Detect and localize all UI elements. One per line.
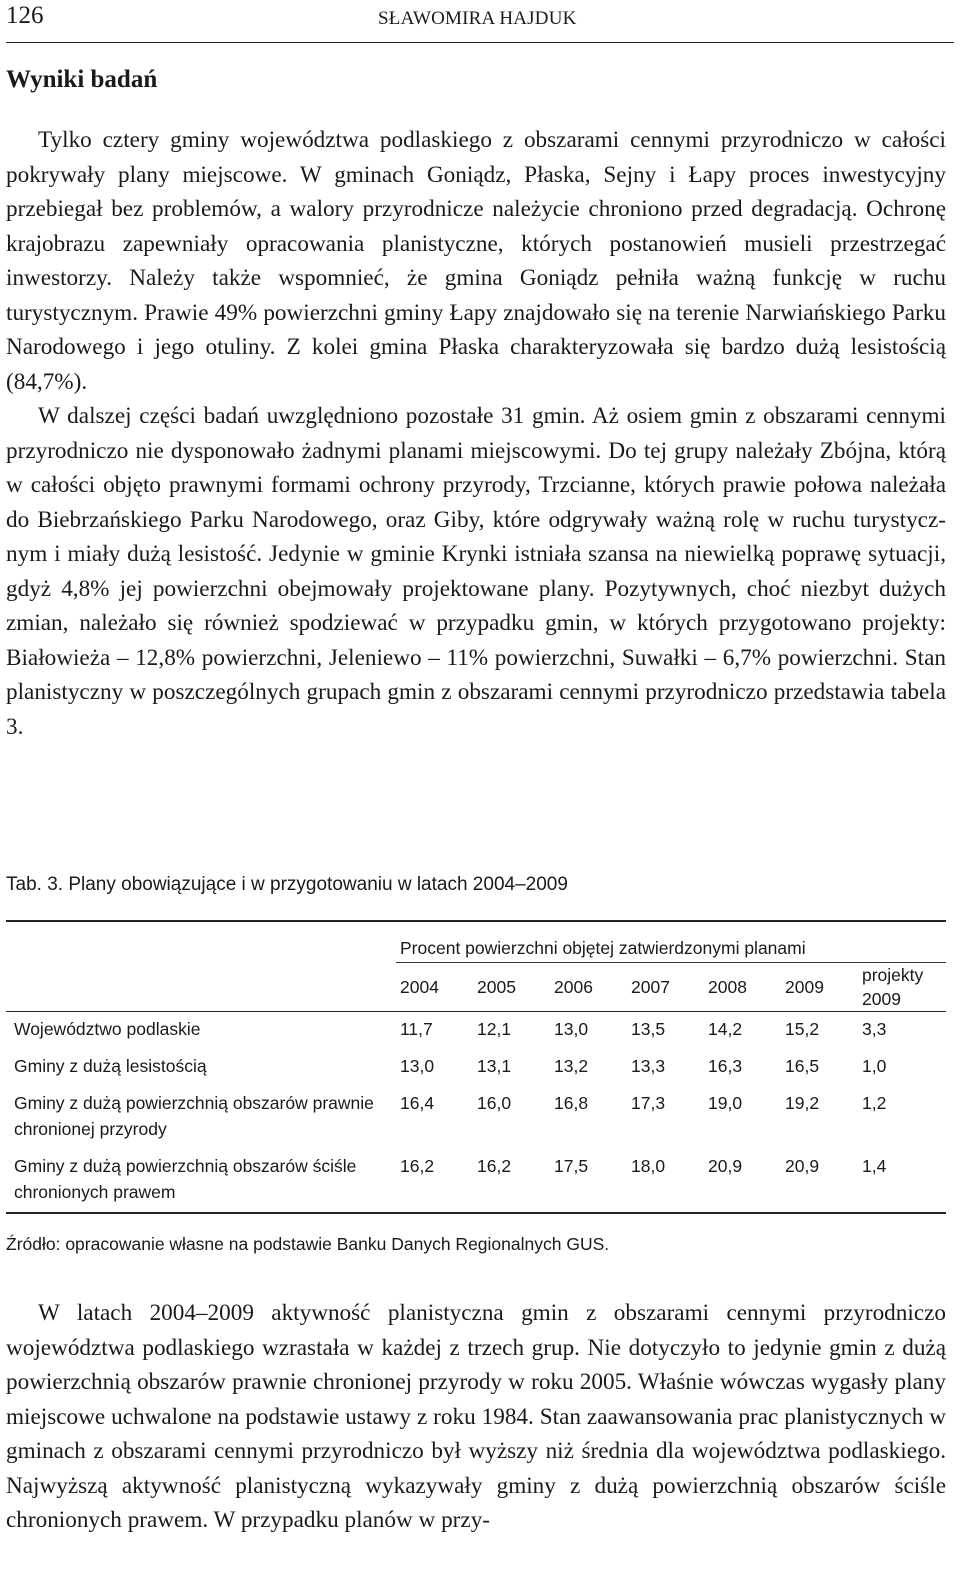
table-cell: 13,1: [477, 1056, 512, 1076]
table-cell: 1,2: [862, 1093, 887, 1113]
row-label: Gminy z dużą powierzchnią obszarów prawnie chronionej przyrody: [14, 1093, 374, 1139]
table-group-header: Procent powierzchni objętej zatwierdzonymi planami: [396, 921, 946, 963]
running-head-author: SŁAWOMIRA HAJDUK: [378, 8, 577, 29]
table-cell: 16,0: [477, 1093, 512, 1113]
table-row: [6, 1149, 946, 1213]
column-header-year: 2007: [631, 976, 670, 997]
table-cell: 13,0: [554, 1019, 589, 1039]
table-cell: 13,3: [631, 1056, 666, 1076]
table-row: [6, 1012, 946, 1049]
page-number: 126: [6, 2, 44, 29]
row-label: Gminy z dużą lesistością: [14, 1056, 207, 1076]
table-cell: 16,2: [473, 1149, 550, 1213]
row-label: Gminy z dużą powierzchnią obszarów ściśle chronionych prawem: [6, 1149, 396, 1213]
paragraph: Tylko cztery gminy województwa podlaskiego z obszarami cennymi przyrodniczo w całości pokrywały plany miejscowe. W gminach Goniądz, Płaska, Sejny i Łapy proces inwestycyjny przebiegał bez problemów, a walory przyrodnicze należycie chroniono przed degradacją. Ochronę krajobrazu zapewniały opracowania planistyczne, których postanowień musieli przestrzegać inwestorzy. Należy także wspomnieć, że gmina Goniądz pełniła ważną funkcję w ruchu turystycznym. Prawie 49% powierzchni gminy Łapy znajdowało się na terenie Narwiańskiego Parku Narodowego i jego otuliny. Z kolei gmina Płaska charakteryzowała się bardzo dużą lesistością (84,7%).: [6, 127, 946, 395]
paragraph: W dalszej części badań uwzględniono pozostałe 31 gmin. Aż osiem gmin z obszarami cennymi przyrodniczo nie dysponowało żadnymi planami miejscowymi. Do tej grupy należały Zbójna, którą w całości objęto prawnymi formami ochrony przyrody, Trzcianne, których prawie połowa należała do Biebrzańskiego Parku Narodowego, oraz Giby, które odgrywały ważną rolę w ruchu turystycznym i miały dużą lesistość. Jedynie w gminie Krynki istniała szansa na niewielką poprawę sytuacji, gdyż 4,8% jej powierzchni obejmowały projektowane plany. Pozytywnych, choć niezbyt dużych zmian, należało się również spodziewać w przypadku gmin, w których przygotowano projekty: Białowieża – 12,8% powierzchni, Jeleniewo – 11% powierzchni, Suwałki – 6,7% powierzchni. Stan planistyczny w poszczególnych grupach gmin z obszarami cennymi przyrodniczo przedstawia tabela 3.: [6, 403, 946, 740]
table-cell: 13,0: [400, 1056, 435, 1076]
table-cell: 16,5: [785, 1056, 820, 1076]
body-text-bottom: [6, 1296, 946, 1538]
data-table: [6, 920, 946, 1214]
table-cell: 16,8: [554, 1093, 589, 1113]
table-cell: 12,1: [477, 1019, 512, 1039]
table-cell: 1,0: [862, 1056, 887, 1076]
body-text-top: [6, 123, 946, 744]
table-cell: 13,5: [631, 1019, 666, 1039]
table-cell: 20,9: [781, 1149, 858, 1213]
table-cell: 13,2: [554, 1056, 589, 1076]
table-cell: 17,3: [631, 1093, 666, 1113]
column-header-projects: projekty 2009: [862, 965, 924, 1009]
column-header-year: 2006: [554, 976, 593, 997]
table-corner: [6, 921, 396, 963]
table-row: [6, 1049, 946, 1086]
table-row: [6, 1086, 946, 1149]
table-cell: 14,2: [708, 1019, 743, 1039]
table-source-note: Źródło: opracowanie własne na podstawie Banku Danych Regionalnych GUS.: [6, 1234, 610, 1254]
table-cell: 17,5: [550, 1149, 627, 1213]
table-cell: 19,0: [708, 1093, 743, 1113]
table-cell: 20,9: [704, 1149, 781, 1213]
column-header-year: 2004: [400, 976, 439, 997]
table-cell: 11,7: [400, 1019, 433, 1039]
table-cell: 16,4: [400, 1093, 435, 1113]
column-header-year: 2005: [477, 976, 516, 997]
paragraph: W latach 2004–2009 aktywność planistyczna gmin z obszarami cennymi przyrodniczo województwa podlaskiego wzrastała w każdej z trzech grup. Nie dotyczyło to jedynie gmin z dużą powierzchnią obszarów prawnie chronionej przyrody w roku 2005. Właśnie wówczas wygasły plany miejscowe uchwalone na podstawie ustawy z roku 1984. Stan zaawansowania prac planistycznych w gminach z obszarami cennymi przyrodniczo był wyższy niż średnia dla województwa podlaskiego. Najwyższą aktywność planistyczną wykazywały gminy z dużą powierzchnią obszarów ściśle chronionych prawem. W przypadku planów w przy-: [6, 1300, 946, 1533]
table-corner-lower: [6, 963, 396, 1012]
table-cell: 1,4: [858, 1149, 946, 1213]
section-title: Wyniki badań: [6, 66, 158, 93]
column-header-year: 2008: [708, 976, 747, 997]
running-head: [6, 0, 954, 43]
table-cell: 16,2: [396, 1149, 473, 1213]
table-cell: 15,2: [785, 1019, 820, 1039]
table-cell: 16,3: [708, 1056, 743, 1076]
column-header-year: 2009: [785, 976, 824, 997]
table-caption: Tab. 3. Plany obowiązujące i w przygotowaniu w latach 2004–2009: [6, 874, 568, 895]
table-cell: 18,0: [627, 1149, 704, 1213]
table-cell: 19,2: [785, 1093, 820, 1113]
row-label: Województwo podlaskie: [14, 1019, 201, 1039]
table-cell: 3,3: [862, 1019, 887, 1039]
